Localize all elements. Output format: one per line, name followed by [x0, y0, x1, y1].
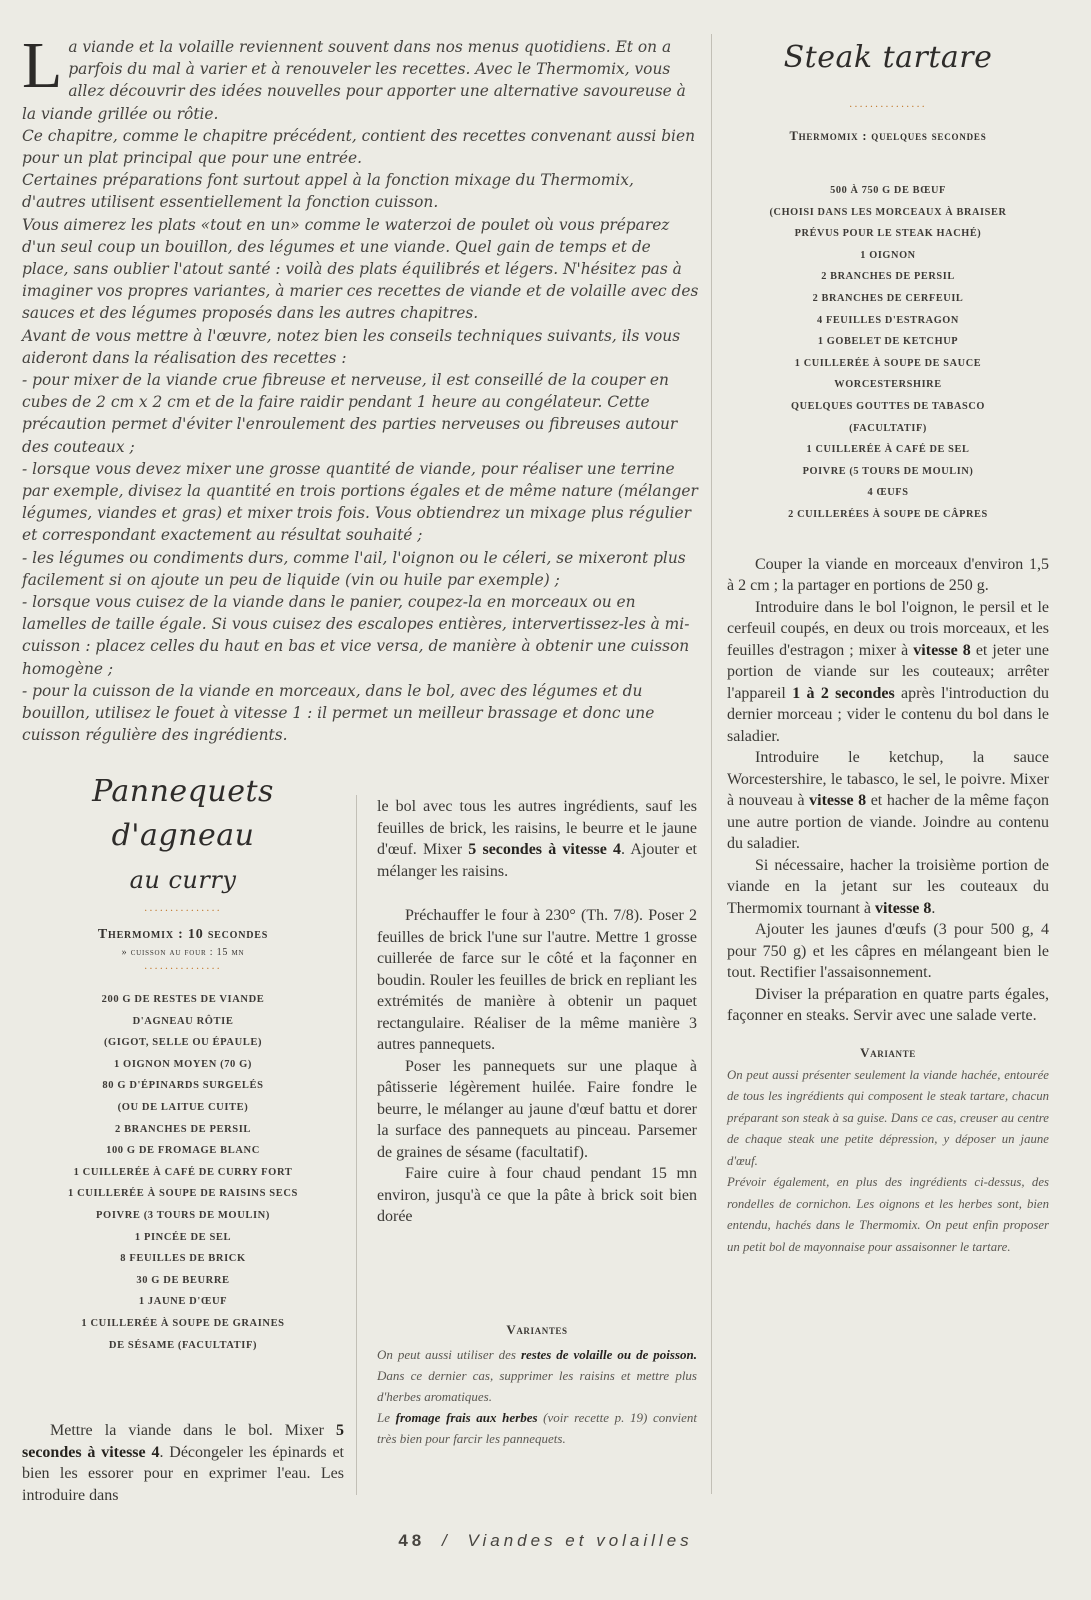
variante-text [727, 1065, 1049, 1259]
method-step: Ajouter les jaunes d'œufs (3 pour 500 g, 4 pour 750 g) et les câpres en mélangeant bien le tout. Rectifier l'assaisonnement. [727, 921, 1049, 981]
ingredient-item: (CHOISI DANS LES MORCEAUX À BRAISER [769, 206, 1007, 218]
method-step: Faire cuire à four chaud pendant 15 mn environ, jusqu'à ce que la pâte à brick soit bien dorée [377, 1165, 697, 1225]
ingredient-item: 1 OIGNON [860, 249, 916, 261]
method-step: Diviser la préparation en quatre parts égales, façonner en steaks. Servir avec une salade verte. [727, 985, 1049, 1024]
variante-text: (voir recette p. 19) convient très bien pour farcir les pannequets. [377, 1410, 698, 1446]
method-step [727, 747, 1049, 855]
ingredient-item: 4 ŒUFS [867, 487, 909, 499]
ingredient-item: 2 CUILLERÉES À SOUPE DE CÂPRES [788, 508, 988, 520]
ingredient-item: 1 OIGNON MOYEN (70 G) [113, 1058, 252, 1070]
ingredient-item: QUELQUES GOUTTES DE TABASCO [790, 400, 986, 412]
ingredient-item: 2 BRANCHES DE PERSIL [821, 271, 955, 283]
steak-thermomix-time: Thermomix : quelques secondes [789, 129, 987, 143]
ingredient-item: 1 JAUNE D'ŒUF [138, 1296, 228, 1308]
ingredient-item: 30 G DE BEURRE [136, 1274, 230, 1286]
method-text: et hacher de la même façon une autre portion de viande. Joindre au contenu du saladier. [727, 792, 1049, 852]
method-text: . [931, 899, 936, 917]
method-step: Préchauffer le four à 230° (Th. 7/8). Poser 2 feuilles de brick l'une sur l'autre. Mettre 1 grosse cuillerée de farce sur le côté et la façonner en boudin. Rouler les feuilles de brick en repliant les extrémités de manière à obtenir un paquet rectangulaire. Réaliser de la même manière 3 autres pannequets. [377, 907, 697, 1053]
method-text: et jeter une portion de viande sur les couteaux; arrêter l'appareil [727, 641, 1049, 702]
ingredient-item: PRÉVUS POUR LE STEAK HACHÉ) [794, 228, 982, 240]
method-text: après l'introduction du dernier morceau ; vider le contenu du bol dans le saladier. [727, 684, 1050, 745]
ingredient-item: (FACULTATIF) [849, 422, 927, 434]
ingredient-item: 1 CUILLERÉE À CAFÉ DE SEL [806, 444, 970, 456]
ingredient-item: WORCESTERSHIRE [834, 379, 942, 391]
ingredient-item: 500 À 750 G DE BŒUF [830, 185, 946, 196]
variante-paragraph: On peut aussi présenter seulement la viande hachée, entourée de tous les ingrédients qui composent le steak tartare, chacun préparant son steak à sa guise. Dans ce cas, creuser au centre de chaque steak une petite dépression, y déposer un jaune d'œuf. [727, 1067, 1049, 1168]
intro-paragraph: Vous aimerez les plats «tout en un» comme le waterzoi de poulet où vous préparez d'un seul coup un bouillon, des légumes et une viande. Quel gain de temps et de place, sans oublier l'atout santé : voilà des plats équilibrés et légers. N'hésitez pas à imaginer vos propres variantes, à marier ces recettes de viande et de volaille avec des sauces et des légumes proposés dans les autres chapitres. [22, 215, 699, 323]
method-step [727, 855, 1049, 920]
ingredient-item: 1 CUILLERÉE À CAFÉ DE CURRY FORT [73, 1166, 293, 1178]
ornament-dots: ··············· [849, 102, 927, 113]
variante-title: Variante [860, 1044, 916, 1060]
method-emphasis: vitesse 8 [809, 792, 867, 809]
pannequets-title-line2: au curry [129, 866, 237, 894]
variante-emphasis: fromage frais aux herbes [395, 1410, 538, 1425]
steak-ingredients [727, 180, 1049, 526]
page-number: 48 [398, 1531, 426, 1550]
intro-paragraph: Certaines préparations font surtout appel à la fonction mixage du Thermomix, d'autres utilisent essentiellement la fonction cuisson. [22, 171, 634, 212]
steak-method [727, 554, 1049, 1027]
ingredient-item: (OU DE LAITUE CUITE) [117, 1101, 249, 1113]
pannequets-variantes [377, 1322, 697, 1449]
pannequets-oven-time: » cuisson au four : 15 mn [121, 947, 245, 958]
column-divider [356, 795, 357, 1495]
ingredient-item: D'AGNEAU RÔTIE [132, 1015, 234, 1027]
intro-text [22, 29, 702, 747]
variante-paragraph: Prévoir également, en plus des ingrédients ci-dessus, des rondelles de cornichon. Les oignons et les herbes sont, bien entendu, hachés dans le Thermomix. On peut enfin proposer un petit bol de mayonnaise pour assaisonner le tartare. [727, 1175, 1049, 1254]
intro-paragraph: - lorsque vous cuisez de la viande dans le panier, coupez-la en morceaux ou en lamelles de taille égale. Si vous cuisez des escalopes entières, intervertissez-les à mi-cuisson : placez celles du haut en bas et vice versa, de manière à obtenir une cuisson homogène ; [22, 593, 690, 678]
method-emphasis: vitesse 8 [913, 641, 971, 659]
pannequets-thermomix-time: Thermomix : 10 secondes [97, 927, 269, 942]
ornament-dots: ··············· [144, 906, 222, 917]
pannequets-method-start: Mettre la viande dans le bol. Mixer 5 secondes à vitesse 4. Décongeler les épinards et bien les essorer pour en exprimer l'eau. Les introduire dans [22, 1422, 344, 1504]
ingredient-item: 1 CUILLERÉE À SOUPE DE GRAINES [81, 1317, 285, 1329]
section-title: Viandes et volailles [467, 1531, 693, 1550]
method-text: Introduire dans le bol l'oignon, le persil et le cerfeuil coupés, en deux ou trois morceaux, et les feuilles d'estragon ; mixer à [727, 598, 1049, 659]
ingredient-item: 100 G DE FROMAGE BLANC [106, 1145, 260, 1157]
method-step: Poser les pannequets sur une plaque à pâtisserie légèrement huilée. Faire fondre le beurre, le mélanger au jaune d'œuf battu et dorer la surface des pannequets au pinceau. Parsemer de graines de sésame (facultatif). [377, 1057, 697, 1161]
method-emphasis: vitesse 8 [874, 899, 932, 917]
variante-text: On peut aussi utiliser des [377, 1347, 521, 1362]
method-emphasis: 1 à 2 secondes [792, 684, 895, 702]
intro-paragraph: - pour la cuisson de la viande en morceaux, dans le bol, avec des légumes et du bouillon, utilisez le fouet à vitesse 1 : il permet un meilleur brassage et donc une cuisson régulière des ingrédients. [22, 681, 655, 745]
pannequets-method [377, 905, 697, 1228]
pannequets-method-continuation: le bol avec tous les autres ingrédients, sauf les feuilles de brick, les raisins, le beurre et le jaune d'œuf. Mixer 5 secondes à vitesse 4. Ajouter et mélanger les raisins. [377, 798, 697, 880]
method-text: Si nécessaire, hacher la troisième portion de viande en la jetant sur les couteaux du Thermomix tournant à [727, 856, 1049, 917]
intro-paragraph: - pour mixer de la viande crue fibreuse et nerveuse, il est conseillé de la couper en cubes de 2 cm x 2 cm et de la faire raidir pendant 1 heure au congélateur. Cette précaution permet d'éviter l'enroulement des parties nerveuses ou fibreuses autour des couteaux ; [22, 371, 678, 456]
intro-paragraph: Ce chapitre, comme le chapitre précédent, contient des recettes convenant aussi bien pour un plat principal que pour une entrée. [22, 126, 695, 168]
ingredient-item: 4 FEUILLES D'ESTRAGON [817, 314, 959, 326]
ingredient-item: DE SÉSAME (FACULTATIF) [108, 1339, 258, 1351]
method-text: Introduire le ketchup, la sauce Worcestershire, le tabasco, le sel, le poivre. Mixer à nouveau à [727, 749, 1049, 809]
method-step: Couper la viande en morceaux d'environ 1,5 à 2 cm ; la partager en portions de 250 g. [727, 555, 1049, 594]
footer-separator: / [441, 1531, 451, 1550]
pannequets-title [18, 770, 348, 902]
steak-tartare-recipe [727, 34, 1049, 1258]
pannequets-title-line1: Pannequets d'agneau [92, 774, 274, 853]
variante-text: Dans ce dernier cas, supprimer les raisins et mettre plus d'herbes aromatiques. [377, 1368, 697, 1404]
pannequets-recipe-header [18, 770, 348, 1356]
ingredient-item: 8 FEUILLES DE BRICK [120, 1253, 246, 1265]
intro-paragraph: - lorsque vous devez mixer une grosse quantité de viande, pour réaliser une terrine par exemple, divisez la quantité en trois portions égales et de même nature (mélanger légumes, viandes et gras) et mixer trois fois. Vous obtiendrez un mixage plus régulier et correspondant exactement au résultat souhaité ; [22, 459, 698, 545]
drop-cap: L [22, 29, 63, 102]
variantes-title: Variantes [506, 1322, 568, 1337]
ingredient-item: POIVRE (5 TOURS DE MOULIN) [802, 465, 974, 477]
ingredient-item: 200 G DE RESTES DE VIANDE [101, 994, 265, 1005]
ingredient-item: (GIGOT, SELLE OU ÉPAULE) [103, 1037, 263, 1049]
ingredient-item: 80 G D'ÉPINARDS SURGELÉS [102, 1080, 264, 1092]
intro-paragraph: - les légumes ou condiments durs, comme l'ail, l'oignon ou le céleri, se mixeront plus facilement si on ajoute un peu de liquide (vin ou huile par exemple) ; [22, 548, 686, 589]
ingredient-item: 2 BRANCHES DE CERFEUIL [812, 292, 964, 304]
ingredient-item: 1 CUILLERÉE À SOUPE DE SAUCE [794, 357, 982, 369]
page-footer [0, 1531, 1091, 1551]
method-step [727, 597, 1049, 748]
ingredient-item: 2 BRANCHES DE PERSIL [115, 1123, 251, 1135]
pannequets-ingredients [18, 989, 348, 1356]
variante-text: Le [377, 1410, 396, 1425]
ingredient-item: 1 PINCÉE DE SEL [134, 1231, 232, 1243]
ingredient-item: 1 CUILLERÉE À SOUPE DE RAISINS SECS [68, 1188, 298, 1200]
ingredient-item: POIVRE (3 TOURS DE MOULIN) [96, 1209, 270, 1221]
ingredient-item: 1 GOBELET DE KETCHUP [817, 336, 959, 348]
ornament-dots: ··············· [144, 964, 222, 975]
variantes-text [377, 1344, 697, 1449]
intro-first-paragraph: a viande et la volaille reviennent souvent dans nos menus quotidiens. Et on a parfois du mal à varier et à renouveler les recettes. Avec le Thermomix, vous allez découvrir des idées nouvelles pour apporter une alternative savoureuse à la viande grillée ou rôtie. [22, 38, 686, 123]
intro-paragraph: Avant de vous mettre à l'œuvre, notez bien les conseils techniques suivants, ils vous aideront dans la réalisation des recettes : [22, 326, 681, 367]
column-divider [711, 34, 712, 1494]
steak-tartare-title: Steak tartare [783, 40, 993, 75]
variante-emphasis: restes de volaille ou de poisson. [520, 1347, 697, 1362]
